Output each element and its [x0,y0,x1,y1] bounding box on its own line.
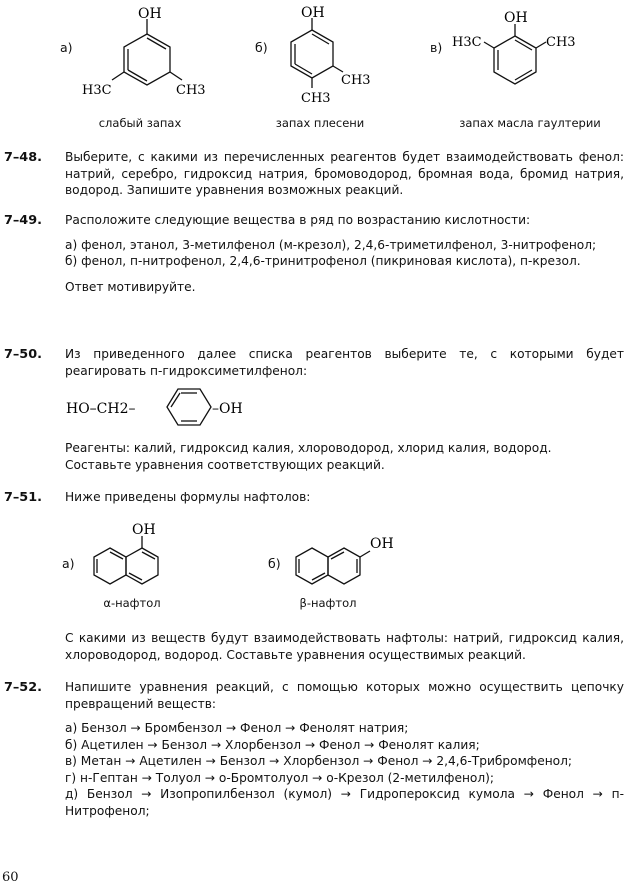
structure-b-drawing [255,4,405,104]
beta-label: б) [268,556,281,571]
oh-label-alpha: OH [132,522,156,538]
caption-c: запах масла гаултерии [459,116,601,130]
problem-750-reagents [65,440,624,473]
structure-c [430,4,630,130]
problem-749-intro: Расположите следующие вещества в ряд по возрастанию кислотности: [65,213,531,227]
formula-left-label: HO–CH2– [66,401,136,417]
structure-a-label: а) [60,40,73,55]
oh-label-beta: OH [370,536,394,552]
beta-caption: β-нафтол [299,596,357,610]
page-number: 60 [2,870,19,885]
structure-c-label: в) [430,40,443,55]
oh-label-c: OH [504,10,528,26]
caption-a: слабый запах [98,116,182,130]
problem-750-task: Составьте уравнения соответствующих реакций. [65,457,385,472]
problem-750-reagent-list: Реагенты: калий, гидроксид калия, хлороводород, хлорид калия, водород. [65,441,552,455]
problem-number-748: 7–48. [4,150,42,165]
formula-right-label: –OH [212,401,243,417]
problem-749-a: а) фенол, этанол, 3-метилфенол (м-крезол), 2,4,6-триметилфенол, 3-нитрофенол; [65,237,597,252]
formula-drawing [62,386,282,432]
ch3-label-a: CH3 [176,83,206,98]
alpha-naphthol [62,516,192,616]
alpha-naphthol-drawing [62,516,192,596]
beta-naphthol [268,516,418,616]
ch3-label-c: CH3 [546,35,576,50]
alpha-label: а) [62,556,75,571]
problem-749-b: б) фенол, п-нитрофенол, 2,4,6-тринитрофенол (пикриновая кислота), п-крезол. [65,254,581,268]
problem-number-751: 7–51. [4,490,42,505]
chain-b: б) Ацетилен → Бензол → Хлорбензол → Фенол → Фенолят калия; [65,737,480,752]
chain-d: г) н-Гептан → Толуол → о-Бромтолуол → о-Крезол (2-метилфенол); [65,770,495,785]
structure-b [255,4,405,130]
problem-750-intro: Из приведенного далее списка реагентов выберите те, с которыми будет реагировать п-гидроксиметилфенол: [65,347,624,378]
ch3-label-b1: CH3 [341,73,371,88]
chain-e: д) Бензол → Изопропилбензол (кумол) → Гидропероксид кумола → Фенол → п-Нитрофенол; [65,787,624,818]
problem-749 [65,212,624,295]
structure-b-label: б) [255,40,268,55]
chain-c: в) Метан → Ацетилен → Бензол → Хлорбензол → Фенол → 2,4,6-Трибромфенол; [65,754,573,768]
oh-label-a: OH [138,6,162,22]
alpha-caption: α-нафтол [103,596,161,610]
structure-a [60,4,220,130]
oh-label-b: OH [301,5,325,21]
problem-number-752: 7–52. [4,680,42,695]
hydroxymethylphenol-formula [62,386,282,432]
problem-749-note: Ответ мотивируйте. [65,279,196,294]
caption-b: запах плесени [275,116,365,130]
problem-751-task: С какими из веществ будут взаимодействовать нафтолы: натрий, гидроксид калия, хлороводород, водород. Составьте уравнения осуществимых реакций. [65,631,624,662]
problem-752 [65,679,624,819]
h3c-label-a: H3C [82,83,112,98]
chain-a: а) Бензол → Бромбензол → Фенол → Фенолят натрия; [65,721,409,735]
structure-c-drawing [430,4,630,104]
structure-a-drawing [60,4,220,100]
ch3-label-b2: CH3 [301,91,331,104]
problem-752-intro: Напишите уравнения реакций, с помощью которых можно осуществить цепочку превращений веществ: [65,680,624,711]
h3c-label-c: H3C [452,35,482,50]
problem-number-749: 7–49. [4,213,42,228]
problem-number-750: 7–50. [4,347,42,362]
problem-748-text: Выберите, с какими из перечисленных реагентов будет взаимодействовать фенол: натрий, серебро, гидроксид натрия, бромоводород, бромная вода, бромид натрия, водород. Запишите уравнения возможных реакций. [65,150,624,197]
beta-naphthol-drawing [268,516,418,596]
problem-751-intro: Ниже приведены формулы нафтолов: [65,490,311,504]
